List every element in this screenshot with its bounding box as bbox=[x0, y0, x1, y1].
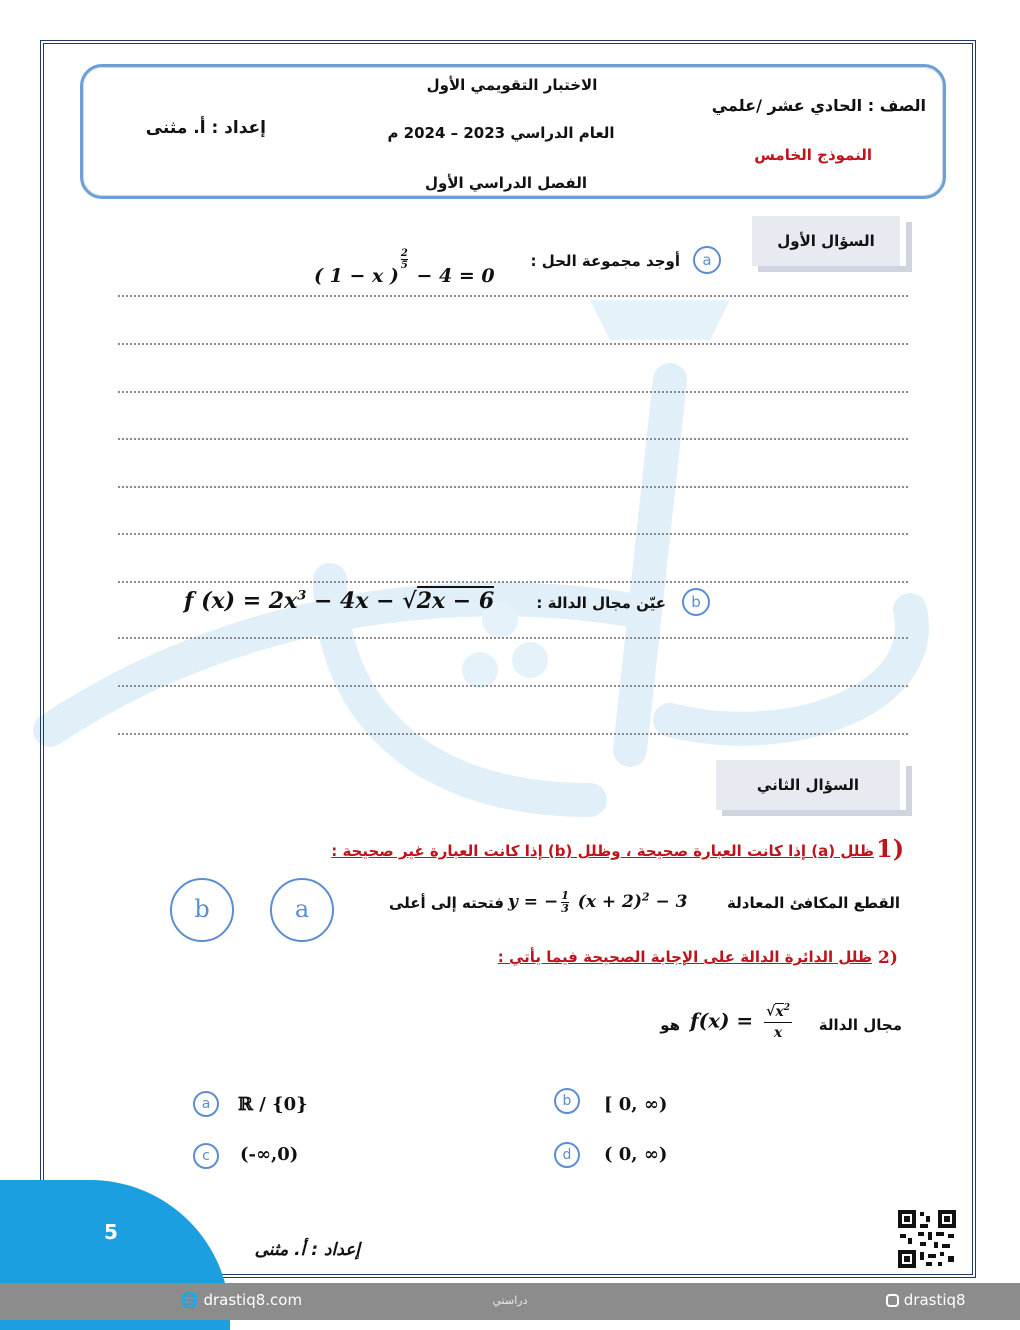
statement-eq-left: y = − bbox=[508, 892, 559, 912]
part-b-eq-rad: 2x − 6 bbox=[416, 588, 495, 614]
answer-line-1 bbox=[118, 295, 908, 297]
website-text: drastiq8.com bbox=[203, 1291, 303, 1309]
part-b-marker: b bbox=[682, 588, 710, 616]
statement-eq-pow: 2 bbox=[641, 890, 650, 904]
answer-line-4 bbox=[118, 438, 908, 440]
choice-d-text: ( 0, ∞) bbox=[604, 1144, 668, 1165]
func-lhs: f(x) = bbox=[690, 1008, 754, 1033]
prepared-by-footer: إعداد : أ. مثنى bbox=[254, 1240, 360, 1260]
prepared-by-header: إعداد : أ. مثنى bbox=[145, 118, 266, 138]
qr-code[interactable] bbox=[896, 1208, 958, 1270]
model-label: النموذج الخامس bbox=[754, 146, 872, 164]
part-b-eq-mid: − 4x − bbox=[306, 588, 403, 614]
question-1-label: السؤال الأول bbox=[752, 216, 906, 266]
function-expression: f(x) = $\frac{√x^2}{x}$ bbox=[690, 998, 792, 1043]
statement-eq-right: (x + 2) bbox=[577, 892, 642, 912]
academic-year: العام الدراسي 2023 – 2024 م bbox=[387, 124, 615, 142]
choice-c-text: (-∞,0) bbox=[240, 1144, 299, 1165]
statement-end: فتحته إلى أعلى bbox=[388, 894, 504, 912]
answer-line-5 bbox=[118, 486, 908, 488]
part-a-prompt: أوجد مجموعة الحل : bbox=[530, 252, 680, 270]
instagram-icon bbox=[886, 1294, 899, 1307]
globe-icon: 🌐 bbox=[180, 1291, 199, 1309]
statement-frac-den: 3 bbox=[561, 902, 569, 915]
semester: الفصل الدراسي الأول bbox=[425, 174, 587, 192]
question-end: هو bbox=[660, 1016, 680, 1034]
item-1-number: 1) bbox=[876, 834, 905, 863]
answer-line-2 bbox=[118, 343, 908, 345]
part-a-eq-rhs: − 4 = 0 bbox=[416, 265, 495, 287]
answer-line-10 bbox=[118, 733, 908, 735]
question-start: مجال الدالة bbox=[818, 1016, 902, 1034]
part-b-eq-lhs: f (x) = 2x bbox=[184, 588, 298, 614]
statement-equation bbox=[508, 890, 688, 915]
answer-line-6 bbox=[118, 533, 908, 535]
center-logo: دراستي bbox=[492, 1294, 528, 1307]
choice-b-marker[interactable]: b bbox=[554, 1088, 580, 1114]
item-2-instruction: ظلل الدائرة الدالة على الإجابة الصحيحة فيما يأتي : bbox=[497, 948, 872, 966]
part-a-eq-lhs: ( 1 − x ) bbox=[314, 265, 399, 287]
part-a-equation bbox=[314, 248, 495, 287]
choice-d-marker[interactable]: d bbox=[554, 1142, 580, 1168]
item-1-instruction: ظلل (a) إذا كانت العبارة صحيحة ، وظلل (b) إذا كانت العبارة غير صحيحة : bbox=[331, 842, 874, 860]
choice-a-text: ℝ / {0} bbox=[238, 1094, 308, 1115]
part-a-exp-den: 5 bbox=[400, 260, 408, 271]
option-b-circle[interactable]: b bbox=[170, 878, 234, 942]
part-b-prompt: عيّن مجال الدالة : bbox=[536, 594, 666, 612]
question-2-label: السؤال الثاني bbox=[716, 760, 906, 810]
choice-c-marker[interactable]: c bbox=[193, 1143, 219, 1169]
func-den: x bbox=[773, 1024, 783, 1041]
answer-line-9 bbox=[118, 685, 908, 687]
part-a-marker: a bbox=[693, 246, 721, 274]
option-a-circle[interactable]: a bbox=[270, 878, 334, 942]
statement-frac-num: 1 bbox=[561, 889, 569, 902]
part-b-equation: f $(x) = 2x^3 - 4x - √2x - 6$ bbox=[184, 588, 495, 614]
choice-b-text: [ 0, ∞) bbox=[604, 1094, 668, 1115]
statement-start: القطع المكافئ المعادلة bbox=[727, 894, 900, 912]
grade-label: الصف : الحادي عشر /علمي bbox=[711, 96, 926, 115]
part-a-exp-num: 2 bbox=[400, 248, 408, 259]
func-num: x bbox=[775, 1003, 784, 1020]
exam-title: الاختبار التقويمي الأول bbox=[426, 76, 598, 94]
answer-line-8 bbox=[118, 637, 908, 639]
instagram-text: drastiq8 bbox=[903, 1291, 966, 1309]
instagram-link[interactable] bbox=[886, 1291, 1020, 1309]
page-number: 5 bbox=[104, 1220, 118, 1244]
item-2-number: 2) bbox=[878, 948, 898, 968]
func-num-pow: 2 bbox=[783, 1003, 790, 1013]
choice-a-marker[interactable]: a bbox=[193, 1091, 219, 1117]
website-link[interactable] bbox=[180, 1291, 302, 1309]
answer-line-7 bbox=[118, 581, 908, 583]
answer-line-3 bbox=[118, 391, 908, 393]
statement-eq-tail: − 3 bbox=[649, 892, 688, 912]
part-b-eq-pow: 3 bbox=[297, 588, 307, 604]
